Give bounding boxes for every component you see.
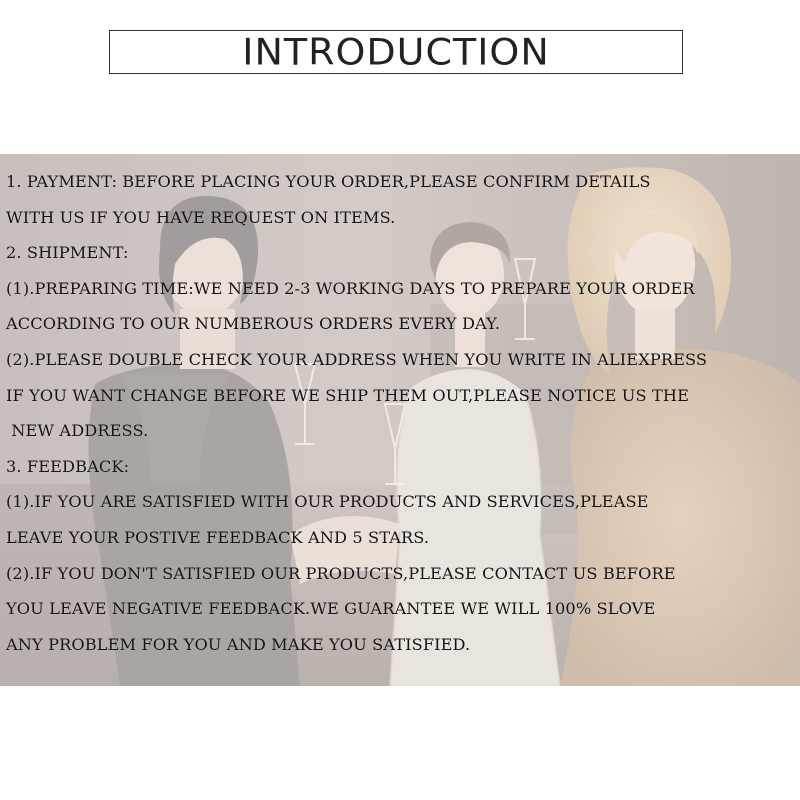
notice-line: (2).PLEASE DOUBLE CHECK YOUR ADDRESS WHEN YOU WRITE IN ALIEXPRESS: [6, 349, 708, 369]
notice-line: 1. PAYMENT: BEFORE PLACING YOUR ORDER,PLEASE CONFIRM DETAILS: [6, 172, 651, 191]
notice-line: (1).PREPARING TIME:WE NEED 2-3 WORKING DAYS TO PREPARE YOUR ORDER: [6, 278, 695, 298]
notice-line: ANY PROBLEM FOR YOU AND MAKE YOU SATISFIED.: [6, 634, 471, 654]
notice-line: ACCORDING TO OUR NUMBEROUS ORDERS EVERY DAY.: [6, 314, 501, 334]
notice-text: [6, 164, 796, 662]
page-title: INTRODUCTION: [242, 31, 550, 73]
notice-line: IF YOU WANT CHANGE BEFORE WE SHIP THEM OUT,PLEASE NOTICE US THE: [6, 385, 690, 405]
notice-line: 2. SHIPMENT:: [6, 243, 129, 263]
notice-line: YOU LEAVE NEGATIVE FEEDBACK.WE GUARANTEE WE WILL 100% SLOVE: [6, 599, 656, 619]
title-box: [109, 30, 683, 74]
notice-line: (1).IF YOU ARE SATISFIED WITH OUR PRODUCTS AND SERVICES,PLEASE: [6, 492, 649, 512]
notice-line: LEAVE YOUR POSTIVE FEEDBACK AND 5 STARS.: [6, 527, 430, 547]
notice-line: (2).IF YOU DON'T SATISFIED OUR PRODUCTS,PLEASE CONTACT US BEFORE: [6, 563, 676, 583]
notice-line: NEW ADDRESS.: [6, 421, 149, 441]
notice-line: WITH US IF YOU HAVE REQUEST ON ITEMS.: [6, 207, 396, 227]
notice-line: 3. FEEDBACK:: [6, 456, 130, 476]
